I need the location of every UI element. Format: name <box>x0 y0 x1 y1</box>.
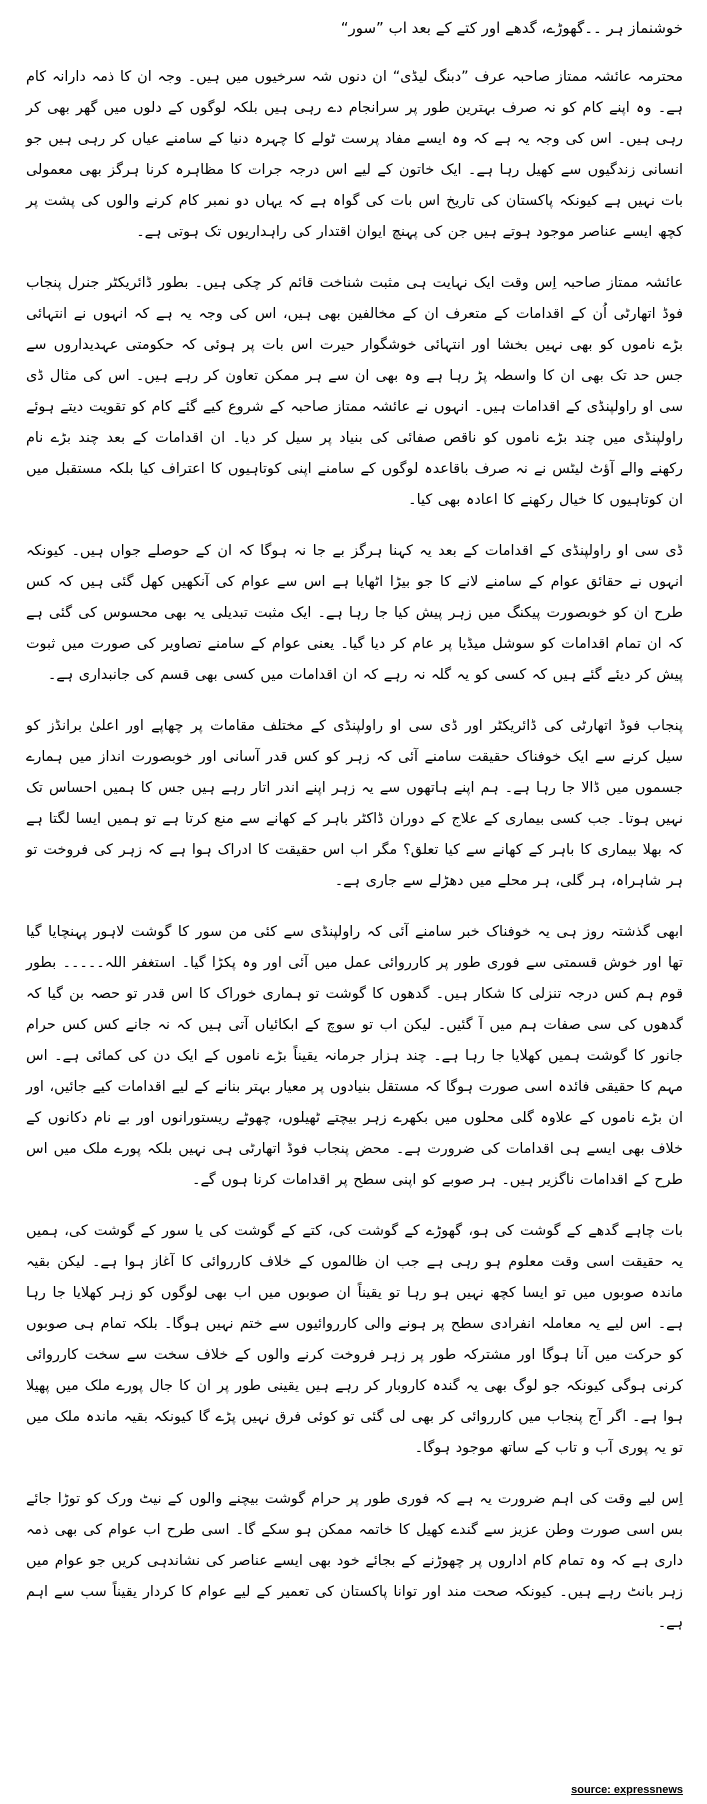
article-paragraph-4: پنجاب فوڈ اتھارٹی کی ڈائریکٹر اور ڈی سی او راولپنڈی کے مختلف مقامات پر چھاپے اور اعلیٰ برانڈز کو سیل کرنے سے ایک خوفناک حقیقت سامنے آئی کہ زہر کو کس قدر آسانی اور خوبصورت انداز میں ہمارے جسموں میں ڈالا جا رہا ہے۔ ہم اپنے ہاتھوں سے یہ زہر اپنے اندر اتار رہے ہیں جس کا ہمیں احساس تک نہیں ہوتا۔ جب کسی بیماری کے علاج کے دوران ڈاکٹر باہر کے کھانے سے منع کرتا ہے تو ہمیں ایسا لگتا ہے کہ بھلا بیماری کا باہر کے کھانے سے کیا تعلق؟ مگر اب اس حقیقت کا ادراک ہوا ہے کہ زہر کی فروخت تو ہر شاہراہ، ہر گلی، ہر محلے میں دھڑلے سے جاری ہے۔ <box>26 718 683 889</box>
article-paragraph-5: ابھی گذشتہ روز ہی یہ خوفناک خبر سامنے آئی کہ راولپنڈی سے کئی من سور کا گوشت لاہور پہنچایا گیا تھا اور خوش قسمتی سے فوری طور پر کارروائی عمل میں آئی اور وہ پکڑا گیا۔ استغفر اللہ۔۔۔۔۔ بطور قوم ہم کس درجہ تنزلی کا شکار ہیں۔ گدھوں کا گوشت تو ہماری خوراک کا اس قدر تو حصہ بن گیا کہ گدھوں کی سی صفات ہم میں آ گئیں۔ لیکن اب تو سوچ کے ابکائیاں آتی ہیں کہ نہ جانے کس کس حرام جانور کا گوشت ہمیں کھلایا جا رہا ہے۔ چند ہزار جرمانہ یقیناً بڑے ناموں کے ایک دن کی کمائی ہے۔ اس مہم کا حقیقی فائدہ اسی صورت ہوگا کہ مستقل بنیادوں پر معیار بہتر بنانے کے لیے اقدامات کیے جائیں، اور ان بڑے ناموں کے علاوہ گلی محلوں میں بکھرے زہر بیچتے ٹھیلوں، چھوٹے ریستورانوں اور بے نام دکانوں کے خلاف بھی ایسے ہی اقدامات کی ضرورت ہے۔ محض پنجاب فوڈ اتھارٹی ہی نہیں بلکہ پورے ملک میں اس طرح کے اقدامات ناگزیر ہیں۔ ہر صوبے کو اپنی سطح پر اقدامات کرنا ہوں گے۔ <box>26 924 683 1188</box>
article-paragraph-7: اِس لیے وقت کی اہم ضرورت یہ ہے کہ فوری طور پر حرام گوشت بیچنے والوں کے نیٹ ورک کو توڑا جائے بس اسی صورت وطن عزیز سے گندے کھیل کا خاتمہ ممکن ہو سکے گا۔ اسی طرح اب عوام کی بھی ذمہ داری ہے کہ وہ تمام کام اداروں پر چھوڑنے کے بجائے خود بھی ایسے عناصر کی نشاندہی کریں جو عوام میں زہر بانٹ رہے ہیں۔ کیونکہ صحت مند اور توانا پاکستان کی تعمیر کے لیے عوام کا کردار یقیناً سب سے اہم ہے۔ <box>26 1491 684 1631</box>
article-paragraph-6: بات چاہے گدھے کے گوشت کی ہو، گھوڑے کے گوشت کی، کتے کے گوشت کی یا سور کے گوشت کی، ہمیں یہ حقیقت اسی وقت معلوم ہو رہی ہے جب ان ظالموں کے خلاف کارروائی کا آغاز ہوا ہے۔ لیکن بقیہ ماندہ صوبوں میں تو ایسا کچھ نہیں ہو رہا تو یقیناً ان صوبوں میں اب بھی لوگوں کو زہر کھلایا جا رہا ہے۔ اس لیے یہ معاملہ انفرادی سطح پر ہونے والی کارروائیوں سے ختم نہیں ہوگا۔ بلکہ تمام ہی صوبوں کو حرکت میں آنا ہوگا اور مشترکہ طور پر زہر فروخت کرنے والوں کے خلاف سخت سے سخت کارروائی کرنی ہوگی کیونکہ جو لوگ بھی یہ گندہ کاروبار کر رہے ہیں یقینی طور پر ان کا جال پورے ملک میں پھیلا ہوا ہے۔ اگر آج پنجاب میں کارروائی کر بھی لی گئی تو کوئی فرق نہیں پڑے گا کیونکہ بقیہ ماندہ ملک میں تو یہ پوری آب و تاب کے ساتھ موجود ہوگا۔ <box>26 1223 683 1456</box>
article-headline: خوشنماز ہر ۔۔گھوڑے، گدھے اور کتے کے بعد اب ”سور“ <box>340 19 683 37</box>
article-paragraph-3: ڈی سی او راولپنڈی کے اقدامات کے بعد یہ کہنا ہرگز بے جا نہ ہوگا کہ ان کے حوصلے جواں ہیں۔ کیونکہ انہوں نے حقائق عوام کے سامنے لانے کا جو بیڑا اٹھایا ہے اس سے عوام کی آنکھیں کھل گئی ہیں کہ کس طرح ان کو خوبصورت پیکنگ میں زہر پیش کیا جا رہا ہے۔ ایک مثبت تبدیلی یہ بھی محسوس کی گئی ہے کہ ان تمام اقدامات کو سوشل میڈیا پر عام کر دیا گیا۔ یعنی عوام کے سامنے تصاویر کی صورت میں ثبوت پیش کر دیئے گئے ہیں کہ کسی کو یہ گلہ نہ رہے کہ ان اقدامات میں کسی بھی قسم کی جانبداری ہے۔ <box>26 543 683 683</box>
article-paragraph-2: عائشہ ممتاز صاحبہ اِس وقت ایک نہایت ہی مثبت شناخت قائم کر چکی ہیں۔ بطور ڈائریکٹر جنرل پنجاب فوڈ اتھارٹی اُن کے اقدامات کے متعرف ان کے مخالفین بھی ہیں، اس کی وجہ یہ ہے کہ انہوں نے انتہائی بڑے ناموں کو بھی نہیں بخشا اور انتہائی خوشگوار حیرت اس بات پر ہوئی کہ حکومتی عہدیداروں سے جس حد تک بھی ان کا واسطہ پڑ رہا ہے وہ بھی ان سے ہر ممکن تعاون کر رہے ہیں۔ اس کی مثال ڈی سی او راولپنڈی کے اقدامات ہیں۔ انہوں نے عائشہ ممتاز صاحبہ کے شروع کیے گئے کام کو تقویت دیتے ہوئے راولپنڈی میں چند بڑے ناموں کو ناقص صفائی کی بنیاد پر سیل کر دیا۔ ان اقدامات کے بعد چند بڑے نام رکھنے والے آؤٹ لیٹس نے نہ صرف باقاعدہ لوگوں کے سامنے اپنی کوتاہیوں کا اعتراف کیا بلکہ مستقبل میں ان کوتاہیوں کا خیال رکھنے کا اعادہ بھی کیا۔ <box>26 275 683 508</box>
source-credit: source: expressnews <box>571 1784 683 1796</box>
article-paragraph-1: محترمہ عائشہ ممتاز صاحبہ عرف ”دبنگ لیڈی“ ان دنوں شہ سرخیوں میں ہیں۔ وجہ ان کا ذمہ دارانہ کام ہے۔ وہ اپنے کام کو نہ صرف بہترین طور پر سرانجام دے رہی ہیں بلکہ لوگوں کے دلوں میں گھر بھی کر رہی ہیں۔ اس کی وجہ یہ ہے کہ وہ ایسے مفاد پرست ٹولے کا چہرہ دنیا کے سامنے عیاں کر رہی ہیں جو انسانی زندگیوں سے کھیل رہا ہے۔ ایک خاتون کے لیے اس درجہ جرات کا مظاہرہ کرنا ہرگز بھی معمولی بات نہیں ہے کیونکہ پاکستان کی تاریخ اس بات کی گواہ ہے کہ یہاں دو نمبر کام کرنے والوں کی پشت پر کچھ ایسے عناصر موجود ہوتے ہیں جن کی پہنچ ایوان اقتدار کی راہداریوں تک ہوتی ہے۔ <box>26 69 683 240</box>
